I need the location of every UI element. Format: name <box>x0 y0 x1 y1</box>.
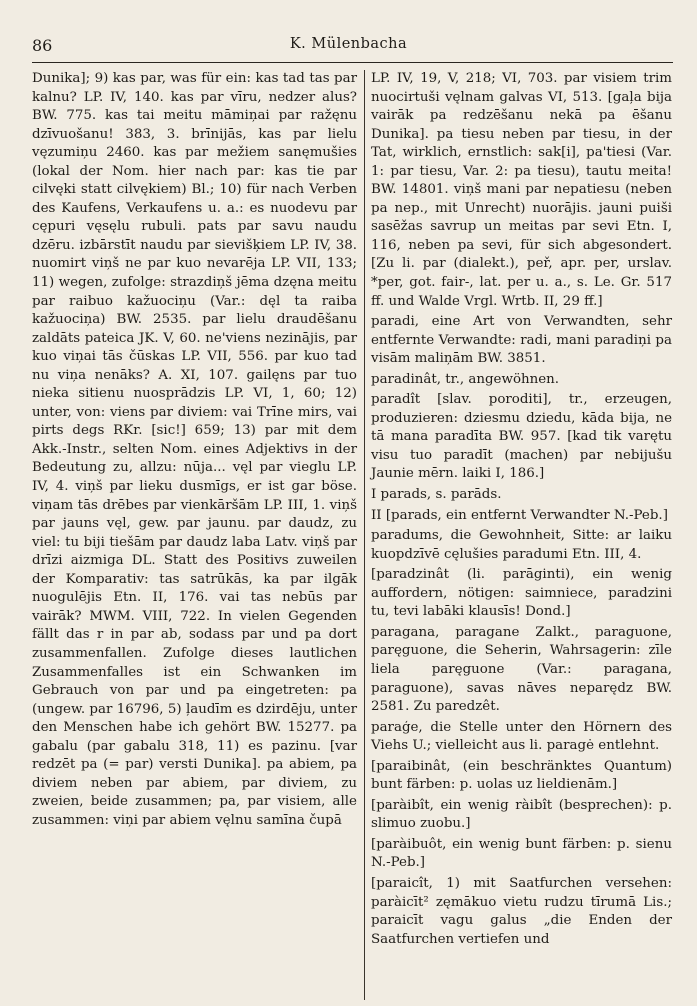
entry-paraicit: [paraicît, 1) mit Saatfurchen versehen: paràicīt² zęmākuo vietu rudzu tīrumā Lis.; paraicīt vagu galus „die Enden der Saatfurchen vertiefen und <box>371 875 672 947</box>
page-number: 86 <box>32 36 53 55</box>
running-title: K. Mülenbacha <box>289 36 408 52</box>
entry-paradit: paradît [slav. poroditi], tr., erzeugen, produzieren: dziesmu dziedu, kāda bija, ne tā mana paradīta BW. 957. [kad tik varętu visu tuo paradīt (machen) par nebijušu Jaunie mērn. laiki I, 186.] <box>371 392 672 482</box>
column-divider <box>364 70 365 1000</box>
entry-paraibit: [paràibît, ein wenig ràibît (besprechen): p. slimuo zuobu.] <box>371 797 672 832</box>
entry-paraibinat: [paraibinât, (ein beschränktes Quantum) bunt färben: p. uolas uz lieldienām.] <box>371 758 672 793</box>
entry-paradzinat: [paradzinât (li. parāginti), ein wenig auffordern, nötigen: saimniece, paradzini tu, tevi labāki klausīs! Dond.] <box>371 567 672 620</box>
right-column <box>371 70 672 949</box>
entry-parage: paraģe, die Stelle unter den Hörnern des Viehs U.; vielleicht aus li. paragė entlehnt. <box>371 719 672 754</box>
header-rule <box>32 62 673 63</box>
left-column <box>32 70 357 830</box>
entry-paraibuot: [paràibuôt, ein wenig bunt färben: p. sienu N.-Peb.] <box>371 836 672 871</box>
entry-paragana: paragana, paragane Zalkt., paraguone, paręguone, die Seherin, Wahrsagerin: zīle liela paręguone (Var.: paragana, paraguone), savas nāves neparędz BW. 2581. Zu paredzêt. <box>371 624 672 715</box>
entry-parads-1: I parads, s. parāds. <box>371 487 502 503</box>
entry-paradums: paradums, die Gewohnheit, Sitte: ar laiku kuopdzīvē cęlušies paradumi Etn. III, 4. <box>371 528 672 562</box>
entry-paradi: paradi, eine Art von Verwandten, sehr entfernte Verwandte: radi, mani paradiņi pa visām maliņām BW. 3851. <box>371 314 672 367</box>
paragraph: LP. IV, 19, V, 218; VI, 703. par visiem trim nuocirtuši vęlnam galvas VI, 513. [gaļa bija vairāk pa redzēšanu nekā pa ēšanu Dunika]. pa tiesu neben par tiesu, in der Tat, wirklich, ernstlich: sak[i], pa'tiesi (Var. 1: par tiesu, Var. 2: pa tiesu), tautu meita! BW. 14801. viņš mani par nepatiesu (neben pa nep., mit Unrecht) nuorājis. jauni puiši sasēžas savrup un meitas par sevi Etn. I, 116, neben pa sevi, für sich abgesondert. [Zu li. par (dialekt.), peř, apr. per, urslav. *per, got. fair-, lat. per u. a., s. Le. Gr. 517 ff. und Walde Vrgl. Wrtb. II, 29 ff.] <box>371 71 672 309</box>
entry-paradinat: paradinât, tr., angewöhnen. <box>371 371 560 387</box>
paragraph: Dunika]; 9) kas par, was für ein: kas tad tas par kalnu? LP. IV, 140. kas par vīru, nedzer alus? BW. 775. kas tai meitu māmiņai par ražęnu dzīvuošanu! 383, 3. brīnijās, kas par lielu vęzumiņu 2460. kas par mežiem sanęmušies (lokal der Nom. hier nach par: kas tie par cilvęki statt cilvękiem) Bl.; 10) für nach Verben des Kaufens, Verkaufens u. a.: es nuodevu par cępuri vęsęlu rubuli. pats par savu naudu dzēru. izbārstīt naudu par sievišķiem LP. IV, 38. nuomirt viņš ne par kuo nevarēja LP. VII, 133; 11) wegen, zufolge: strazdiņš jēma dzęna meitu par raibuo kažuociņu (Var.: dęl ta raiba kažuociņa) BW. 2535. par lielu draudēšanu zaldāts pateica JK. V, 60. ne'viens nezinājis, par kuo viņai tās čūskas LP. VII, 556. par kuo tad nu viņa nenāks? A. XI, 107. gailęns par tuo nieka sitienu nuosprādzis LP. VI, 1, 60; 12) unter, von: viens par diviem: vai Trīne mirs, vai pirts degs RKr. [sic!] 659; 13) par mit dem Akk.-Instr., selten Nom. eines Adjektivs in der Bedeutung zu, allzu: nūja... vęl par vieglu LP. IV, 4. viņš par lieku dusmīgs, er ist gar böse. viņam tās drēbes par vienkāršām LP. III, 1. viņš par jauns vęl, gew. par jaunu. par daudz, zu viel: tu biji tiešām par daudz laba Latv. viņš par drīzi aizmiga DL. Statt des Positivs zuweilen der Komparativ: tas satrūkās, ka par ilgāk nuogulējis Etn. II, 176. vai tas nebūs par vairāk? MWM. VIII, 722. In vielen Gegenden fällt das r in par ab, sodass par und pa dort zusammenfallen. Zufolge dieses lautlichen Zusammenfalles ist ein Schwanken im Gebrauch von par und pa eingetreten: pa (ungew. par 16796, 5) ļaudīm es dzirdēju, unter den Menschen habe ich gehört BW. 15277. pa gabalu (par gabalu 318, 11) es pazinu. [var redzēt pa (= par) versti Dunika]. pa abiem, pa diviem neben par abiem, par diviem, zu zweien, beide zusammen; pa, par visiem, alle zusammen: viņi par abiem vęlnu samīna čupā <box>32 71 357 828</box>
entry-parads-2: II [parads, ein entfernt Verwandter N.-Peb.] <box>371 507 668 523</box>
